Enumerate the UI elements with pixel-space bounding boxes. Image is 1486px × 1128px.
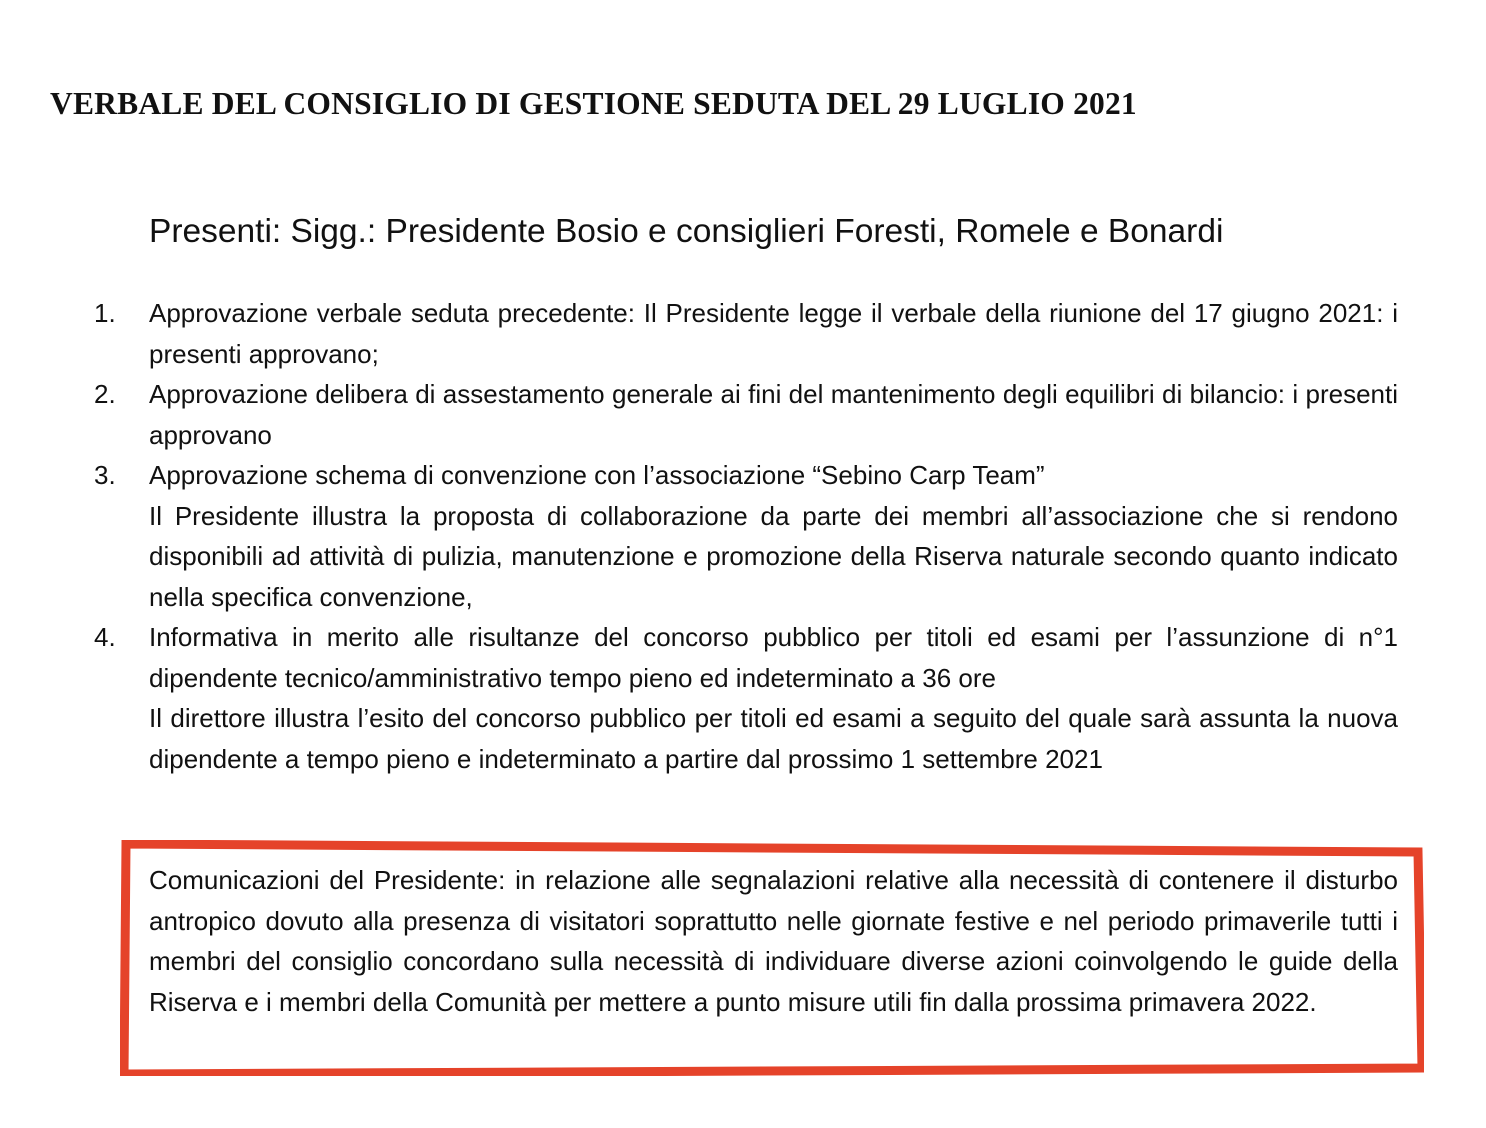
attendees-line: Presenti: Sigg.: Presidente Bosio e consiglieri Foresti, Romele e Bonardi	[149, 213, 1224, 250]
item-number: 2.	[94, 379, 116, 409]
item-number: 3.	[94, 460, 116, 490]
agenda-item-1	[94, 293, 1398, 374]
highlight-box	[120, 840, 1424, 1076]
agenda-item-3	[94, 455, 1398, 617]
item-text: Il Presidente illustra la proposta di collaborazione da parte dei membri all’associazione che si rendono disponibili ad attività di pulizia, manutenzione e promozione della Riserva naturale secondo quanto indicato nella specifica convenzione,	[149, 500, 1398, 612]
item-number: 4.	[94, 622, 116, 652]
president-communications: Comunicazioni del Presidente: in relazione alle segnalazioni relative alla necessità di contenere il disturbo antropico dovuto alla presenza di visitatori soprattutto nelle giornate festive e nel periodo primaverile tutti i membri del consiglio concordano sulla necessità di individuare diverse azioni coinvolgendo le guide della Riserva e i membri della Comunità per mettere a punto misure utili fin dalla prossima primavera 2022.	[149, 865, 1398, 1017]
item-text: Approvazione verbale seduta precedente: Il Presidente legge il verbale della riunione del 17 giugno 2021: i presenti approvano;	[149, 298, 1398, 369]
item-heading: Informativa in merito alle risultanze del concorso pubblico per titoli ed esami per l’assunzione di n°1 dipendente tecnico/amministrativo tempo pieno ed indeterminato a 36 ore	[149, 622, 1398, 693]
agenda-list	[94, 293, 1398, 779]
item-text: Il direttore illustra l’esito del concorso pubblico per titoli ed esami a seguito del quale sarà assunta la nuova dipendente a tempo pieno e indeterminato a partire dal prossimo 1 settembre 2021	[149, 703, 1398, 774]
agenda-item-2	[94, 374, 1398, 455]
document-title: VERBALE DEL CONSIGLIO DI GESTIONE SEDUTA DEL 29 LUGLIO 2021	[50, 86, 1137, 121]
agenda-item-4	[94, 617, 1398, 779]
item-heading: Approvazione schema di convenzione con l’associazione “Sebino Carp Team”	[149, 460, 1045, 490]
item-text: Approvazione delibera di assestamento generale ai fini del mantenimento degli equilibri di bilancio: i presenti approvano	[149, 379, 1398, 450]
item-number: 1.	[94, 298, 116, 328]
